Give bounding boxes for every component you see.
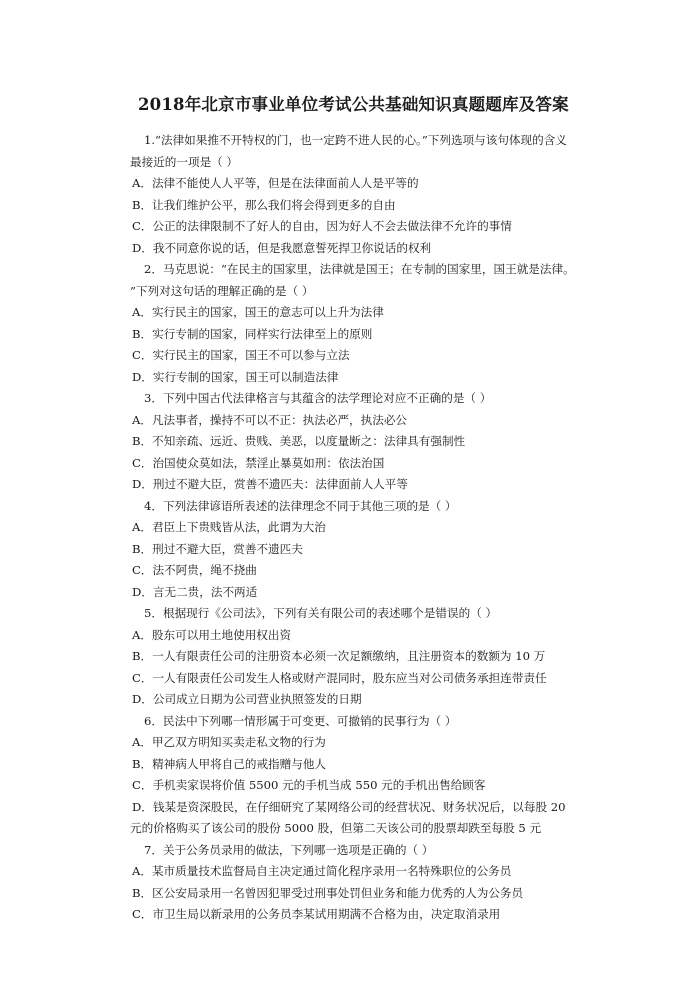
question-text-line: 3．下列中国古代法律格言与其蕴含的法学理论对应不正确的是（ ）	[144, 391, 492, 405]
answer-option-line: B．精神病人甲将自己的戒指赠与他人	[132, 756, 327, 771]
document-title: 2018年北京市事业单位考试公共基础知识真题题库及答案	[138, 95, 569, 114]
answer-option-line: C．实行民主的国家，国王不可以参与立法	[132, 348, 350, 362]
question-text-line: 6．民法中下列哪一情形属于可变更、可撤销的民事行为（ ）	[144, 713, 457, 728]
answer-option-line: C．治国使众莫如法，禁淫止暴莫如刑：依法治国	[132, 455, 385, 470]
answer-option-line: B．区公安局录用一名曾因犯罪受过刑事处罚但业务和能力优秀的人为公务员	[132, 885, 524, 900]
answer-option-line: C．手机卖家误将价值 5500 元的手机当成 550 元的手机出售给顾客	[132, 778, 486, 792]
answer-option-line: A．股东可以用土地使用权出资	[132, 627, 292, 642]
answer-option-line: B．让我们维护公平，那么我们将会得到更多的自由	[132, 197, 396, 212]
answer-option-line: A．君臣上下贵贱皆从法，此谓为大治	[132, 520, 326, 534]
question-text-line: 4．下列法律谚语所表述的法律理念不同于其他三项的是（ ）	[144, 498, 457, 513]
answer-option-line: D．公司成立日期为公司营业执照签发的日期	[132, 692, 362, 706]
document-body	[130, 130, 575, 926]
answer-option-line: D．刑过不避大臣，赏善不遗匹夫：法律面前人人平等	[132, 477, 408, 491]
answer-option-line: A．法律不能使人人平等，但是在法律面前人人是平等的	[132, 176, 419, 190]
answer-option-line: D．言无二贵，法不两适	[132, 584, 258, 599]
answer-option-line: A．凡法事者，操持不可以不正：执法必严，执法必公	[132, 412, 408, 427]
answer-option-line: B．一人有限责任公司的注册资本必须一次足额缴纳，且注册资本的数额为 10 万	[132, 649, 546, 663]
question-text-line: 元的价格购买了该公司的股份 5000 股，但第二天该公司的股票却跌至每股 5 元	[130, 821, 542, 835]
answer-option-line: C．公正的法律限制不了好人的自由，因为好人不会去做法律不允许的事情	[132, 219, 512, 233]
question-text-line: 7．关于公务员录用的做法，下列哪一选项是正确的（ ）	[144, 842, 434, 857]
answer-option-line: D．实行专制的国家，国王可以制造法律	[132, 369, 339, 384]
answer-option-line: A．某市质量技术监督局自主决定通过简化程序录用一名特殊职位的公务员	[132, 864, 512, 878]
answer-option-line: C．一人有限责任公司发生人格或财产混同时，股东应当对公司债务承担连带责任	[132, 670, 547, 685]
answer-option-line: A．实行民主的国家，国王的意志可以上升为法律	[132, 305, 384, 319]
answer-option-line: B．不知亲疏、远近、贵贱、美恶，以度量断之：法律具有强制性	[132, 434, 466, 448]
answer-option-line: B．实行专制的国家，同样实行法律至上的原则	[132, 326, 373, 341]
question-text-line: 最接近的一项是（ ）	[130, 154, 239, 169]
question-text-line: ”下列对这句话的理解正确的是（ ）	[130, 283, 314, 298]
answer-option-line: A．甲乙双方明知买卖走私文物的行为	[132, 735, 326, 749]
answer-option-line: D．我不同意你说的话，但是我愿意誓死捍卫你说话的权利	[132, 240, 432, 255]
question-text-line: 1.“法律如果推不开特权的门，也一定跨不进人民的心。”下列选项与该句体现的含义	[144, 133, 567, 147]
answer-option-line: C．法不阿贵，绳不挠曲	[132, 563, 257, 577]
answer-option-line: D．钱某是资深股民，在仔细研究了某网络公司的经营状况、财务状况后，以每股 20	[132, 799, 566, 814]
answer-option-line: C．市卫生局以新录用的公务员李某试用期满不合格为由，决定取消录用	[132, 907, 501, 921]
question-text-line: 5．根据现行《公司法》，下列有关有限公司的表述哪个是错误的（ ）	[144, 606, 498, 620]
answer-option-line: B．刑过不避大臣，赏善不遗匹夫	[132, 541, 303, 556]
question-text-line: 2．马克思说：“在民主的国家里，法律就是国王；在专制的国家里，国王就是法律。	[144, 262, 575, 276]
